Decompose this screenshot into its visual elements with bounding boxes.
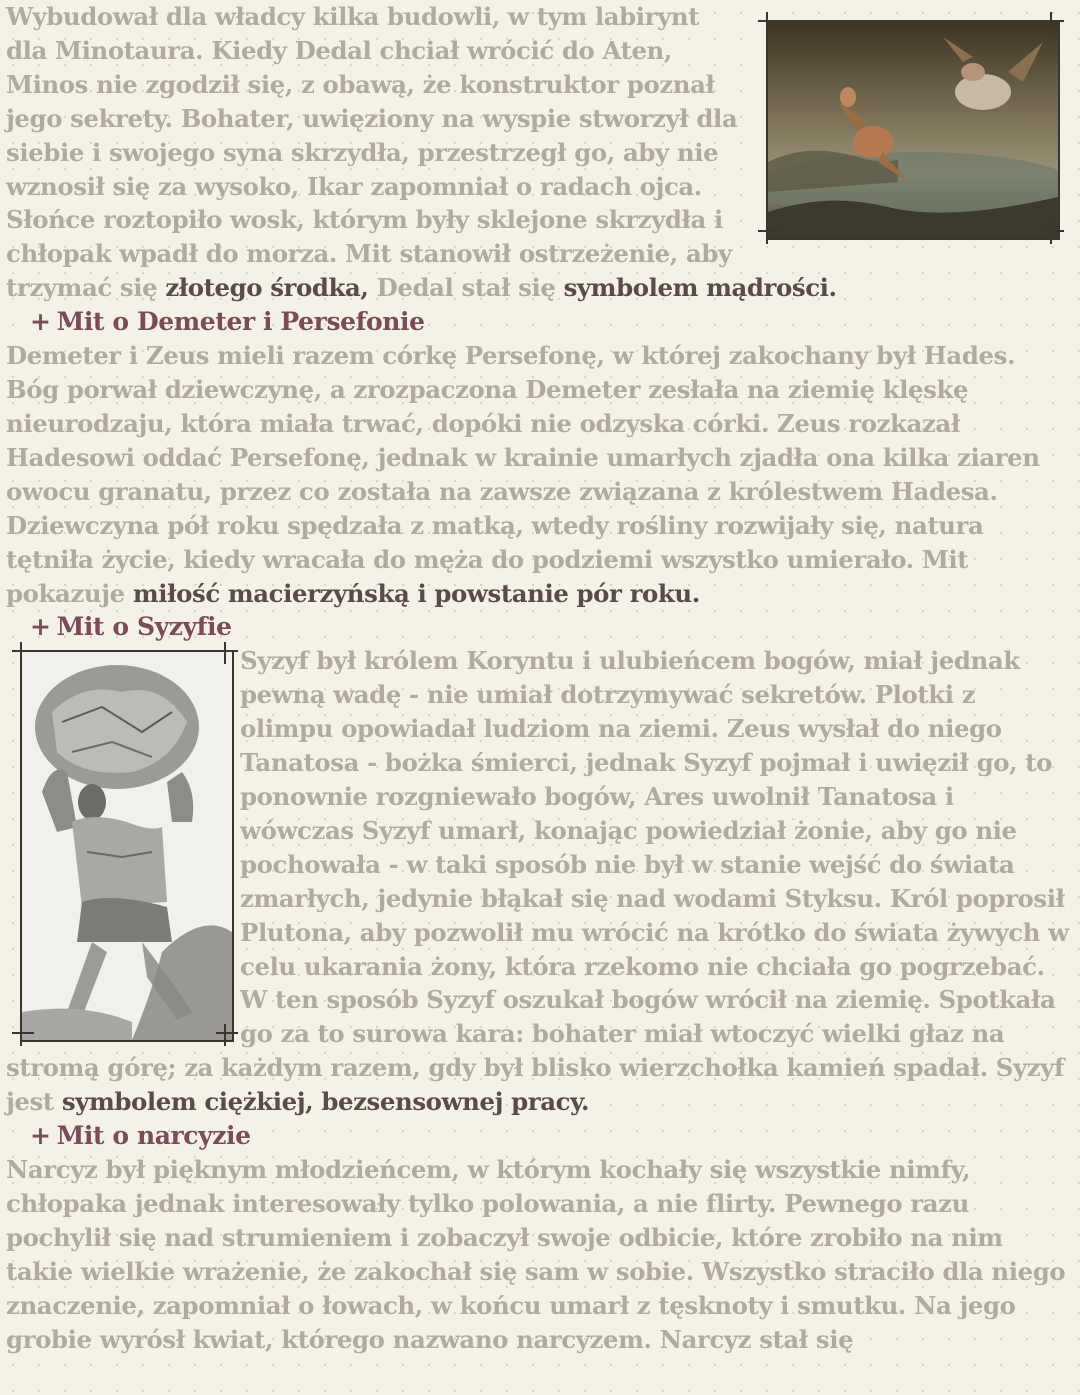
frame-corner-ornament xyxy=(758,12,780,34)
sisyphus-boulder-drawing xyxy=(20,650,234,1042)
dedal-highlight-wisdom: symbolem mądrości. xyxy=(563,273,837,303)
demeter-text: Demeter i Zeus mieli razem córkę Persefonę, w której zakochany był Hades. Bóg porwał dziewczynę, a zrozpaczona Demeter zesłała na ziemię klęskę nieurodzaju, która miała trwać, dopóki nie odzyska córki. Zeus rozkazał Hadesowi oddać Persefonę, jednak w krainie umarłych zjadła ona kilka ziaren owocu granatu, przez co została na zawsze związana z królestwem Hadesa. Dziewczyna pół roku spędzała z matką, wtedy rośliny rozwijały się, natura tętniła życie, kiedy wracała do męża do podziemi wszystko umierało. Mit pokazuje xyxy=(6,341,1040,608)
icarus-fall-painting xyxy=(766,20,1060,240)
demeter-paragraph xyxy=(6,339,1074,610)
frame-corner-ornament xyxy=(12,642,34,664)
frame-corner-ornament xyxy=(1042,12,1064,34)
demeter-highlight: miłość macierzyńską i powstanie pór roku. xyxy=(132,578,700,608)
heading-demeter-label: Mit o Demeter i Persefonie xyxy=(56,307,425,337)
heading-narcyz-label: Mit o narcyzie xyxy=(56,1121,251,1151)
heading-syzyf-label: Mit o Syzyfie xyxy=(56,612,232,642)
narcyz-text: Narcyz był pięknym młodzieńcem, w którym kochały się wszystkie nimfy, chłopaka jednak interesowały tylko polowania, a nie flirty. Pewnego razu pochylił się nad strumieniem i zobaczył swoje odbicie, które zrobiło na nim takie wielkie wrażenie, że zakochał się sam w sobie. Wszystko straciło dla niego znaczenie, zapomniał o łowach, w końcu umarł z tęsknoty i smutku. Na jego grobie wyrósł kwiat, którego nazwano narcyzem. Narcyz stał się xyxy=(6,1155,1066,1354)
plus-icon: + xyxy=(30,1121,51,1151)
frame-corner-ornament xyxy=(216,642,238,664)
frame-corner-ornament xyxy=(12,1024,34,1046)
frame-corner-ornament xyxy=(1042,222,1064,244)
narcyz-paragraph xyxy=(6,1153,1074,1356)
heading-syzyf xyxy=(6,610,1074,644)
dedal-highlight-golden-mean: złotego środka, xyxy=(165,273,369,303)
heading-demeter xyxy=(6,305,1074,339)
plus-icon: + xyxy=(30,612,51,642)
plus-icon: + xyxy=(30,307,51,337)
syzyf-highlight: symbolem ciężkiej, bezsensownej pracy. xyxy=(61,1087,590,1117)
dedal-text: Wybudował dla władcy kilka budowli, w tym labirynt dla Minotaura. Kiedy Dedal chciał wrócić do Aten, Minos nie zgodził się, z obawą, że konstruktor poznał jego sekrety. Bohater, uwięziony na wyspie stworzył dla siebie i swojego syna skrzydła, przestrzegł go, aby nie wznosił się za wysoko, Ikar zapomniał o radach ojca. Słońce roztopiło wosk, którym były sklejone skrzydła i chłopak wpadł do morza. Mit stanowił ostrzeżenie, aby trzymać się xyxy=(6,2,738,303)
syzyf-text: Syzyf był królem Koryntu i ulubieńcem bogów, miał jednak pewną wadę - nie umiał dotrzymywać sekretów. Plotki z olimpu opowiadał ludziom na ziemi. Zeus wysłał do niego Tanatosa - bożka śmierci, jednak Syzyf pojmał i uwięził go, to ponownie rozgniewało bogów, Ares uwolnił Tanatosa i wówczas Syzyf umarł, konając powiedział żonie, aby go nie pochowała - w taki sposób nie był w stanie wejść do świata zmarłych, jedynie błąkał się nad wodami Styksu. Król poprosił Plutona, aby pozwolił mu wrócić na krótko do świata żywych w celu ukarania żony, która rzekomo nie chciała go pogrzebać. W ten sposób Syzyf oszukał bogów wrócił na ziemię. Spotkała go za to surowa kara: bohater miał wtoczyć wielki głaz na stromą górę; za każdym razem, gdy był blisko wierzchołka kamień spadał. Syzyf jest xyxy=(6,646,1069,1117)
frame-corner-ornament xyxy=(758,222,780,244)
dedal-text-middle: Dedal stał się xyxy=(368,273,564,303)
frame-corner-ornament xyxy=(216,1024,238,1046)
sisyphus-drawing-frame xyxy=(20,650,230,1038)
icarus-painting-frame xyxy=(766,20,1056,236)
heading-narcyz xyxy=(6,1119,1074,1153)
